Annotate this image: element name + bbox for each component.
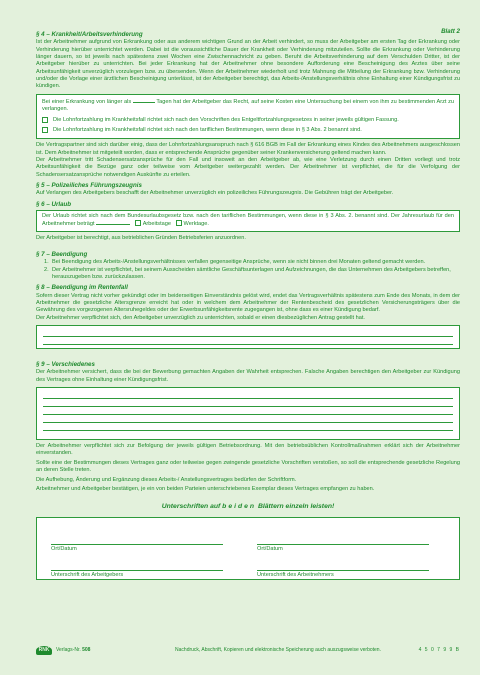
section-9-text: Der Arbeitnehmer versichert, dass die bei der Bewerbung gemachten Angaben der Wahrheit entsprechen. Falsche Angaben berechtigen den Arbeitgeber zur Kündigung des Vertrages ohne Einhaltung einer Kündigungsfrist. (36, 369, 460, 383)
section-9-text-2: Der Arbeitnehmer verpflichtet sich zur Befolgung der jeweils gültigen Betriebsordnung. Mit den betriebsüblichen Kontrollmaßnahmen erklärt sich der Arbeitnehmer einverstanden. (36, 443, 460, 457)
section-7-title: § 7 – Beendigung (36, 251, 88, 259)
section-9-text-5: Arbeitnehmer und Arbeitgeber bestätigen, je ein von beiden Parteien unterschriebenes Exemplar dieses Vertrages empfangen zu haben. (36, 485, 375, 492)
publisher-number: Verlags-Nr. 508 (56, 647, 91, 654)
section-4-text: Ist der Arbeitnehmer aufgrund von Erkrankung oder aus anderem wichtigen Grund an der Arbeit verhindert, so muss der Arbeitgeber am ersten Tag der Erkrankung oder Verhinderung hierüber unterrichtet werden. Dabei ist die voraussichtliche Dauer der Krankheit oder Verhinderung mitzuteilen. Sollte die Erkrankung oder Verhinderung länger dauern, so ist jeweils nach spätestens zwei Wochen eine Zwischennachricht zu geben. Beruht die Arbeitsverhinderung auf dem Verschulden Dritter, ist der Arbeitgeber hierüber zu unterrichten. Bei jeder Erkrankung hat der Arbeitnehmer ohne besondere Aufforderung eine Bescheinigung des Arztes über seine Arbeitsunfähigkeit unverzüglich vorzulegen bzw. zu übersenden. Wenn der Arbeitnehmer wiederholt und trotz Mahnung die Mitteilung der Erkrankung bzw. Verhinderung und/oder die Vorlage einer ärztlichen Bescheinigung unterlässt, ist der Arbeitgeber berechtigt, das Arbeits-/Anstellungsverhältnis ohne Einhaltung einer Kündigungsfrist zu kündigen. (36, 39, 460, 90)
section-9-text-4: Die Aufhebung, Änderung und Ergänzung dieses Arbeits-/ Anstellungsvertrages bedürfen der Schriftform. (36, 476, 297, 483)
employer-signature-field[interactable]: Unterschrift des Arbeitgebers (51, 570, 223, 579)
option-tariff-label: Die Lohnfortzahlung im Krankheitsfall richtet sich nach den tariflichen Bestimmungen, wenn diese in § 3 Abs. 2 benannt sind. (53, 126, 362, 133)
option-efzg-checkbox[interactable] (42, 117, 48, 123)
section-8-notes-box[interactable] (36, 325, 460, 349)
option-tariff-checkbox[interactable] (42, 127, 48, 133)
form-code: 4 5 0 7 9 9 B (418, 647, 460, 654)
section-9-notes-box[interactable] (36, 387, 460, 440)
section-5-title: § 5 – Polizeiliches Führungszeugnis (36, 182, 142, 190)
termination-list (44, 259, 460, 281)
werktage-checkbox[interactable] (176, 220, 182, 226)
section-8-text: Sofern dieser Vertrag nicht vorher gekündigt oder im beiderseitigen Einverständnis gelöst wird, endet das Vertragsverhältnis spätestens zum Ende des Monats, in dem der Arbeitnehmer die gesetzliche Altersgrenze erreicht hat oder in welchem dem Arbeitnehmer der Rentenbescheid des gesetzlichen Versicherungsträgers über die Gewährung des vorgezogenen Altersruhegeldes oder der Erwerbsunfähigkeitsrente zugegangen ist, ohne dass es einer Kündigung bedarf. (36, 292, 460, 314)
option-tariff (42, 127, 454, 134)
examination-clause: Bei einer Erkrankung von länger als Tagen hat der Arbeitgeber das Recht, auf seine Kosten eine Untersuchung bei einem von ihm zu bestimmenden Arzt zu verlangen. (42, 98, 455, 113)
arbeitstage-checkbox[interactable] (135, 220, 141, 226)
section-6-title: § 6 – Urlaub (36, 200, 72, 208)
section-6-text-2: Der Arbeitgeber ist berechtigt, aus betrieblichen Gründen Betriebsferien anzuordnen. (36, 234, 246, 241)
employer-date-field[interactable]: Ort/Datum (51, 544, 223, 553)
signature-instruction: Unterschriften auf beiden Blättern einzeln leisten! (161, 503, 335, 511)
publisher-logo: RNK (36, 646, 52, 655)
copyright-note: Nachdruck, Abschrift, Kopieren und elektronische Speicherung auch auszugsweise verboten. (175, 647, 381, 654)
employee-signature-field[interactable]: Unterschrift des Arbeitnehmers (257, 570, 429, 579)
vacation-clause: Der Urlaub richtet sich nach dem Bundesurlaubsgesetz bzw. nach den tariflichen Bestimmungen, wenn diese in § 3 Abs. 2. benannt sind. Der Jahresurlaub für den Arbeitnehmer beträgt Arbeitstage Werktage. (42, 212, 454, 228)
footer (36, 646, 460, 655)
section-5-text: Auf Verlangen des Arbeitgebers beschafft der Arbeitnehmer unverzüglich ein polizeiliches Führungszeugnis. Die Gebühren trägt der Arbeitgeber. (36, 190, 394, 197)
days-blank-field[interactable] (133, 102, 155, 103)
option-efzg (42, 117, 454, 124)
section-9-text-3: Sollte eine der Bestimmungen dieses Vertrages ganz oder teilweise gegen zwingende gesetzliche Vorschriften verstoßen, so soll die entsprechende gesetzliche Regelung an deren Stelle treten. (36, 459, 460, 474)
section-8-text-2: Der Arbeitnehmer verpflichtet sich, den Arbeitgeber unverzüglich zu unterrichten, sobald er einen diesbezüglichen Antrag gestellt hat. (36, 314, 365, 321)
section-4-title: § 4 – Krankheit/Arbeitsverhinderung (36, 31, 143, 38)
sheet-number: Blatt 2 (441, 28, 460, 35)
section-4-text-2: Die Vertragspartner sind sich darüber einig, dass der Lohnfortzahlungsanspruch nach § 616 BGB im Fall der Erkrankung eines Kindes des Arbeitnehmers ausgeschlossen ist. Dem Arbeitnehmer ist mitgeteilt worden, dass er entsprechende Ansprüche gegenüber seiner Krankenversicherung geltend machen kann. (36, 142, 460, 156)
arbeitstage-label: Arbeitstage (142, 221, 171, 228)
vacation-box (36, 210, 460, 232)
werktage-label: Werktage. (183, 221, 209, 228)
section-9-title: § 9 – Verschiedenes (36, 361, 95, 369)
illness-options-box (36, 94, 460, 140)
employee-date-field[interactable]: Ort/Datum (257, 544, 429, 553)
vacation-days-field[interactable] (96, 224, 130, 225)
option-efzg-label: Die Lohnfortzahlung im Krankheitsfall richtet sich nach den Vorschriften des Entgeltfortzahlungsgesetzes in seiner jeweils gültigen Fassung. (53, 116, 399, 123)
list-item: 1. Bei Beendigung des Arbeits-/Anstellungsverhältnisses verfallen gegenseitige Ansprüche, wenn sie nicht binnen drei Monaten geltend gemacht werden. (44, 259, 426, 266)
section-8-title: § 8 – Beendigung im Rentenfall (36, 284, 128, 292)
signature-box (36, 517, 460, 580)
section-4-text-3: Der Arbeitnehmer tritt Schadensersatzansprüche für den Fall und insoweit an den Arbeitgeber ab, wie eine Verletzung durch einen Dritten vorliegt und trotz Arbeitsunfähigkeit die Bezüge ganz oder teilweise vom Arbeitgeber weitergezahlt werden. Der Arbeitnehmer ist verpflichtet, die für die Verfolgung der Schadensersatzansprüche notwendigen Auskünfte zu erteilen. (36, 157, 460, 178)
list-item: 2. Der Arbeitnehmer ist verpflichtet, bei seinem Ausscheiden sämtliche Geschäftsunterlagen und Aufzeichnungen, die das Unternehmen des Arbeitgebers betreffen, herauszugeben bzw. zurückzulassen. (44, 266, 451, 280)
